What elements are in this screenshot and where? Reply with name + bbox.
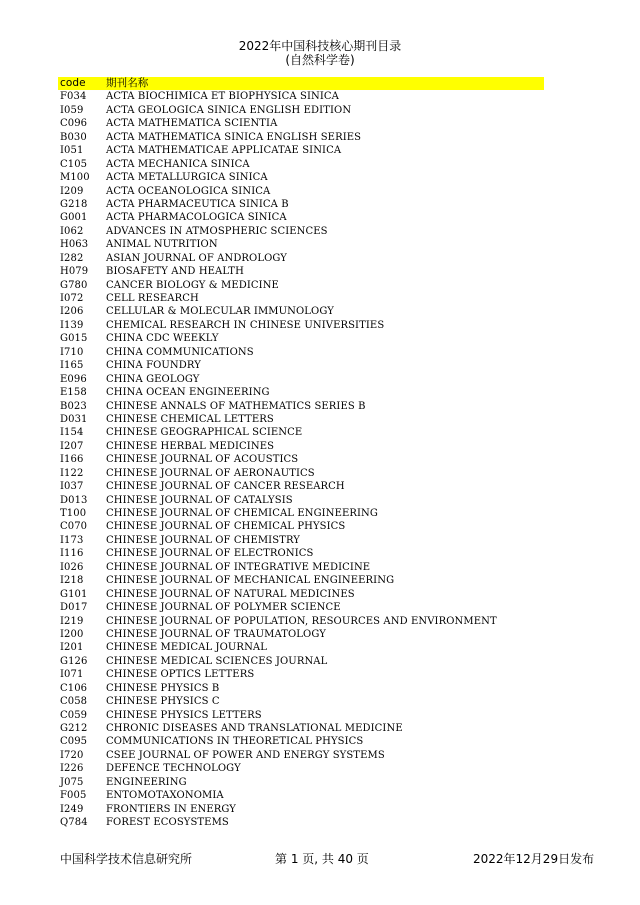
table-row bbox=[58, 494, 544, 507]
table-row bbox=[58, 305, 544, 318]
journal-code: I165 bbox=[60, 360, 84, 372]
journal-code: G212 bbox=[60, 723, 88, 734]
journal-code: I207 bbox=[60, 440, 84, 452]
journal-code: I051 bbox=[60, 145, 84, 157]
table-row bbox=[58, 507, 544, 520]
journal-name: CHINESE JOURNAL OF CATALYSIS bbox=[106, 494, 293, 506]
journal-code: G218 bbox=[60, 198, 88, 210]
journal-code: C059 bbox=[60, 709, 88, 721]
journal-name: CHINESE GEOGRAPHICAL SCIENCE bbox=[106, 427, 303, 439]
journal-code: I249 bbox=[60, 803, 84, 815]
journal-name: ADVANCES IN ATMOSPHERIC SCIENCES bbox=[106, 225, 328, 237]
table-row bbox=[58, 695, 544, 708]
journal-code: I206 bbox=[60, 306, 84, 318]
journal-code: I062 bbox=[60, 225, 84, 237]
table-row bbox=[58, 225, 544, 238]
table-row bbox=[58, 90, 544, 103]
table-row bbox=[58, 211, 544, 224]
journal-name: CHINESE ANNALS OF MATHEMATICS SERIES B bbox=[106, 400, 366, 412]
journal-code: I226 bbox=[60, 763, 84, 775]
journal-code: I154 bbox=[60, 427, 84, 439]
journal-code: I037 bbox=[60, 481, 84, 493]
journal-code: H079 bbox=[60, 266, 89, 278]
journal-code: C106 bbox=[60, 682, 88, 694]
table-row bbox=[58, 252, 544, 265]
journal-name: CHINESE JOURNAL OF ACOUSTICS bbox=[106, 454, 299, 466]
journal-code: F005 bbox=[60, 790, 87, 802]
journal-code: I201 bbox=[60, 642, 84, 654]
journal-name: CELLULAR & MOLECULAR IMMUNOLOGY bbox=[106, 306, 334, 318]
table-row bbox=[58, 561, 544, 574]
journal-name: ASIAN JOURNAL OF ANDROLOGY bbox=[106, 252, 288, 264]
journal-code: I059 bbox=[60, 104, 84, 116]
table-row bbox=[58, 332, 544, 345]
footer-page-number: 第 1 页, 共 40 页 bbox=[275, 852, 369, 866]
table-row bbox=[58, 426, 544, 439]
journal-name: CHINA GEOLOGY bbox=[106, 373, 200, 385]
journal-name: CHRONIC DISEASES AND TRANSLATIONAL MEDICINE bbox=[106, 723, 403, 734]
journal-name: ANIMAL NUTRITION bbox=[106, 239, 218, 251]
journal-code: C070 bbox=[60, 521, 88, 533]
journal-name: ENTOMOTAXONOMIA bbox=[106, 790, 224, 802]
journal-code: I122 bbox=[60, 467, 84, 479]
journal-name: CANCER BIOLOGY & MEDICINE bbox=[106, 279, 279, 291]
journal-code: C058 bbox=[60, 696, 88, 708]
table-row bbox=[58, 601, 544, 614]
table-row bbox=[58, 722, 544, 735]
journal-code: G780 bbox=[60, 279, 88, 291]
table-row bbox=[58, 359, 544, 372]
journal-name: ACTA MATHEMATICA SCIENTIA bbox=[106, 118, 278, 130]
journal-name: ACTA PHARMACOLOGICA SINICA bbox=[106, 212, 287, 224]
journal-name: ACTA BIOCHIMICA ET BIOPHYSICA SINICA bbox=[106, 91, 339, 103]
journal-code: T100 bbox=[60, 508, 87, 519]
journal-code: D031 bbox=[60, 413, 88, 425]
journal-name: CHINESE JOURNAL OF CHEMICAL ENGINEERING bbox=[106, 508, 378, 519]
table-row bbox=[58, 185, 544, 198]
journal-name: ENGINEERING bbox=[106, 776, 187, 788]
table-row bbox=[58, 158, 544, 171]
table-row bbox=[58, 641, 544, 654]
table-row bbox=[58, 534, 544, 547]
journal-code: I072 bbox=[60, 293, 84, 304]
journal-table bbox=[58, 77, 544, 830]
table-row bbox=[58, 547, 544, 560]
table-row bbox=[58, 413, 544, 426]
page-subtitle: (自然科学卷) bbox=[285, 53, 355, 67]
journal-code: G126 bbox=[60, 655, 88, 667]
journal-name: CHINESE JOURNAL OF NATURAL MEDICINES bbox=[106, 588, 355, 600]
journal-code: I026 bbox=[60, 561, 84, 573]
table-row bbox=[58, 588, 544, 601]
journal-code: I209 bbox=[60, 185, 84, 197]
table-row bbox=[58, 400, 544, 413]
journal-code: H063 bbox=[60, 239, 89, 251]
journal-name: FOREST ECOSYSTEMS bbox=[106, 817, 229, 829]
journal-name: ACTA OCEANOLOGICA SINICA bbox=[106, 185, 271, 197]
journal-code: I173 bbox=[60, 534, 84, 546]
table-row bbox=[58, 467, 544, 480]
journal-name: ACTA PHARMACEUTICA SINICA B bbox=[106, 198, 289, 210]
table-row bbox=[58, 265, 544, 278]
journal-name: CHINA CDC WEEKLY bbox=[106, 333, 219, 345]
journal-name: CSEE JOURNAL OF POWER AND ENERGY SYSTEMS bbox=[106, 749, 385, 761]
table-row bbox=[58, 735, 544, 748]
table-row bbox=[58, 319, 544, 332]
table-row bbox=[58, 789, 544, 802]
journal-name: CHINESE JOURNAL OF CANCER RESEARCH bbox=[106, 481, 345, 493]
journal-name: CHINESE JOURNAL OF TRAUMATOLOGY bbox=[106, 628, 326, 640]
journal-code: C096 bbox=[60, 118, 88, 130]
table-header-row bbox=[58, 77, 544, 90]
table-row bbox=[58, 292, 544, 305]
table-row bbox=[58, 615, 544, 628]
table-row bbox=[58, 198, 544, 211]
journal-name: CHINESE JOURNAL OF POPULATION, RESOURCES AND ENVIRONMENT bbox=[106, 615, 497, 627]
journal-name: CHINA COMMUNICATIONS bbox=[106, 346, 254, 358]
table-row bbox=[58, 117, 544, 130]
table-row bbox=[58, 171, 544, 184]
journal-name: CHINESE JOURNAL OF CHEMICAL PHYSICS bbox=[106, 521, 346, 533]
journal-name: CHINESE JOURNAL OF POLYMER SCIENCE bbox=[106, 602, 341, 614]
journal-name: CHINESE PHYSICS B bbox=[106, 682, 220, 694]
journal-code: B023 bbox=[60, 400, 87, 412]
journal-code: I139 bbox=[60, 319, 84, 331]
column-header-code: code bbox=[60, 77, 86, 89]
journal-code: I071 bbox=[60, 669, 84, 681]
journal-code: I720 bbox=[60, 749, 84, 761]
journal-name: CHINESE JOURNAL OF MECHANICAL ENGINEERING bbox=[106, 575, 395, 587]
page-title: 2022年中国科技核心期刊目录 bbox=[238, 39, 402, 53]
journal-code: F034 bbox=[60, 91, 87, 103]
table-row bbox=[58, 104, 544, 117]
journal-code: C105 bbox=[60, 158, 88, 170]
journal-code: C095 bbox=[60, 736, 88, 748]
journal-code: M100 bbox=[60, 172, 90, 184]
journal-name: ACTA GEOLOGICA SINICA ENGLISH EDITION bbox=[106, 104, 352, 116]
journal-name: CELL RESEARCH bbox=[106, 293, 199, 304]
table-row bbox=[58, 520, 544, 533]
footer-institution: 中国科学技术信息研究所 bbox=[60, 852, 193, 866]
table-row bbox=[58, 346, 544, 359]
journal-name: CHINESE JOURNAL OF CHEMISTRY bbox=[106, 534, 300, 546]
table-row bbox=[58, 453, 544, 466]
table-row bbox=[58, 682, 544, 695]
journal-name: ACTA METALLURGICA SINICA bbox=[106, 172, 268, 184]
journal-name: CHINA OCEAN ENGINEERING bbox=[106, 387, 270, 399]
journal-code: G015 bbox=[60, 333, 88, 345]
journal-name: CHINESE PHYSICS LETTERS bbox=[106, 709, 262, 721]
table-row bbox=[58, 762, 544, 775]
table-row bbox=[58, 279, 544, 292]
journal-name: CHINA FOUNDRY bbox=[106, 360, 201, 372]
table-row bbox=[58, 749, 544, 762]
journal-code: I282 bbox=[60, 252, 84, 264]
table-row bbox=[58, 373, 544, 386]
table-row bbox=[58, 386, 544, 399]
journal-name: CHINESE CHEMICAL LETTERS bbox=[106, 413, 274, 425]
table-row bbox=[58, 655, 544, 668]
table-row bbox=[58, 803, 544, 816]
journal-name: CHINESE MEDICAL JOURNAL bbox=[106, 642, 267, 654]
table-row bbox=[58, 668, 544, 681]
table-row bbox=[58, 628, 544, 641]
table-row bbox=[58, 131, 544, 144]
journal-name: COMMUNICATIONS IN THEORETICAL PHYSICS bbox=[106, 736, 364, 748]
journal-name: ACTA MECHANICA SINICA bbox=[106, 158, 250, 170]
journal-code: J075 bbox=[60, 776, 84, 788]
journal-name: CHINESE OPTICS LETTERS bbox=[106, 669, 255, 681]
journal-code: I116 bbox=[60, 548, 84, 560]
journal-code: G101 bbox=[60, 588, 88, 600]
journal-code: E096 bbox=[60, 373, 87, 385]
journal-code: I166 bbox=[60, 454, 84, 466]
table-body bbox=[58, 90, 544, 829]
table-row bbox=[58, 238, 544, 251]
journal-code: I200 bbox=[60, 628, 84, 640]
journal-code: I218 bbox=[60, 575, 84, 587]
journal-name: CHINESE JOURNAL OF ELECTRONICS bbox=[106, 548, 314, 560]
journal-name: CHINESE JOURNAL OF INTEGRATIVE MEDICINE bbox=[106, 561, 371, 573]
journal-code: I710 bbox=[60, 346, 84, 358]
journal-name: ACTA MATHEMATICAE APPLICATAE SINICA bbox=[106, 145, 342, 157]
journal-code: B030 bbox=[60, 131, 87, 143]
journal-code: I219 bbox=[60, 615, 84, 627]
journal-code: E158 bbox=[60, 387, 87, 399]
table-row bbox=[58, 144, 544, 157]
journal-code: D013 bbox=[60, 494, 88, 506]
table-row bbox=[58, 574, 544, 587]
journal-name: CHINESE HERBAL MEDICINES bbox=[106, 440, 275, 452]
footer-publish-date: 2022年12月29日发布 bbox=[473, 852, 595, 866]
journal-code: G001 bbox=[60, 212, 88, 224]
table-row bbox=[58, 776, 544, 789]
journal-name: ACTA MATHEMATICA SINICA ENGLISH SERIES bbox=[106, 131, 362, 143]
table-row bbox=[58, 440, 544, 453]
journal-name: DEFENCE TECHNOLOGY bbox=[106, 763, 241, 775]
journal-name: FRONTIERS IN ENERGY bbox=[106, 803, 236, 815]
journal-code: Q784 bbox=[60, 817, 88, 829]
column-header-name: 期刊名称 bbox=[106, 77, 149, 89]
table-row bbox=[58, 480, 544, 493]
journal-name: CHINESE PHYSICS C bbox=[106, 696, 220, 708]
table-row bbox=[58, 709, 544, 722]
journal-name: CHINESE JOURNAL OF AERONAUTICS bbox=[106, 467, 315, 479]
journal-code: D017 bbox=[60, 602, 88, 614]
journal-name: CHEMICAL RESEARCH IN CHINESE UNIVERSITIES bbox=[106, 319, 385, 331]
journal-name: BIOSAFETY AND HEALTH bbox=[106, 266, 244, 278]
journal-name: CHINESE MEDICAL SCIENCES JOURNAL bbox=[106, 655, 328, 667]
table-row bbox=[58, 816, 544, 829]
